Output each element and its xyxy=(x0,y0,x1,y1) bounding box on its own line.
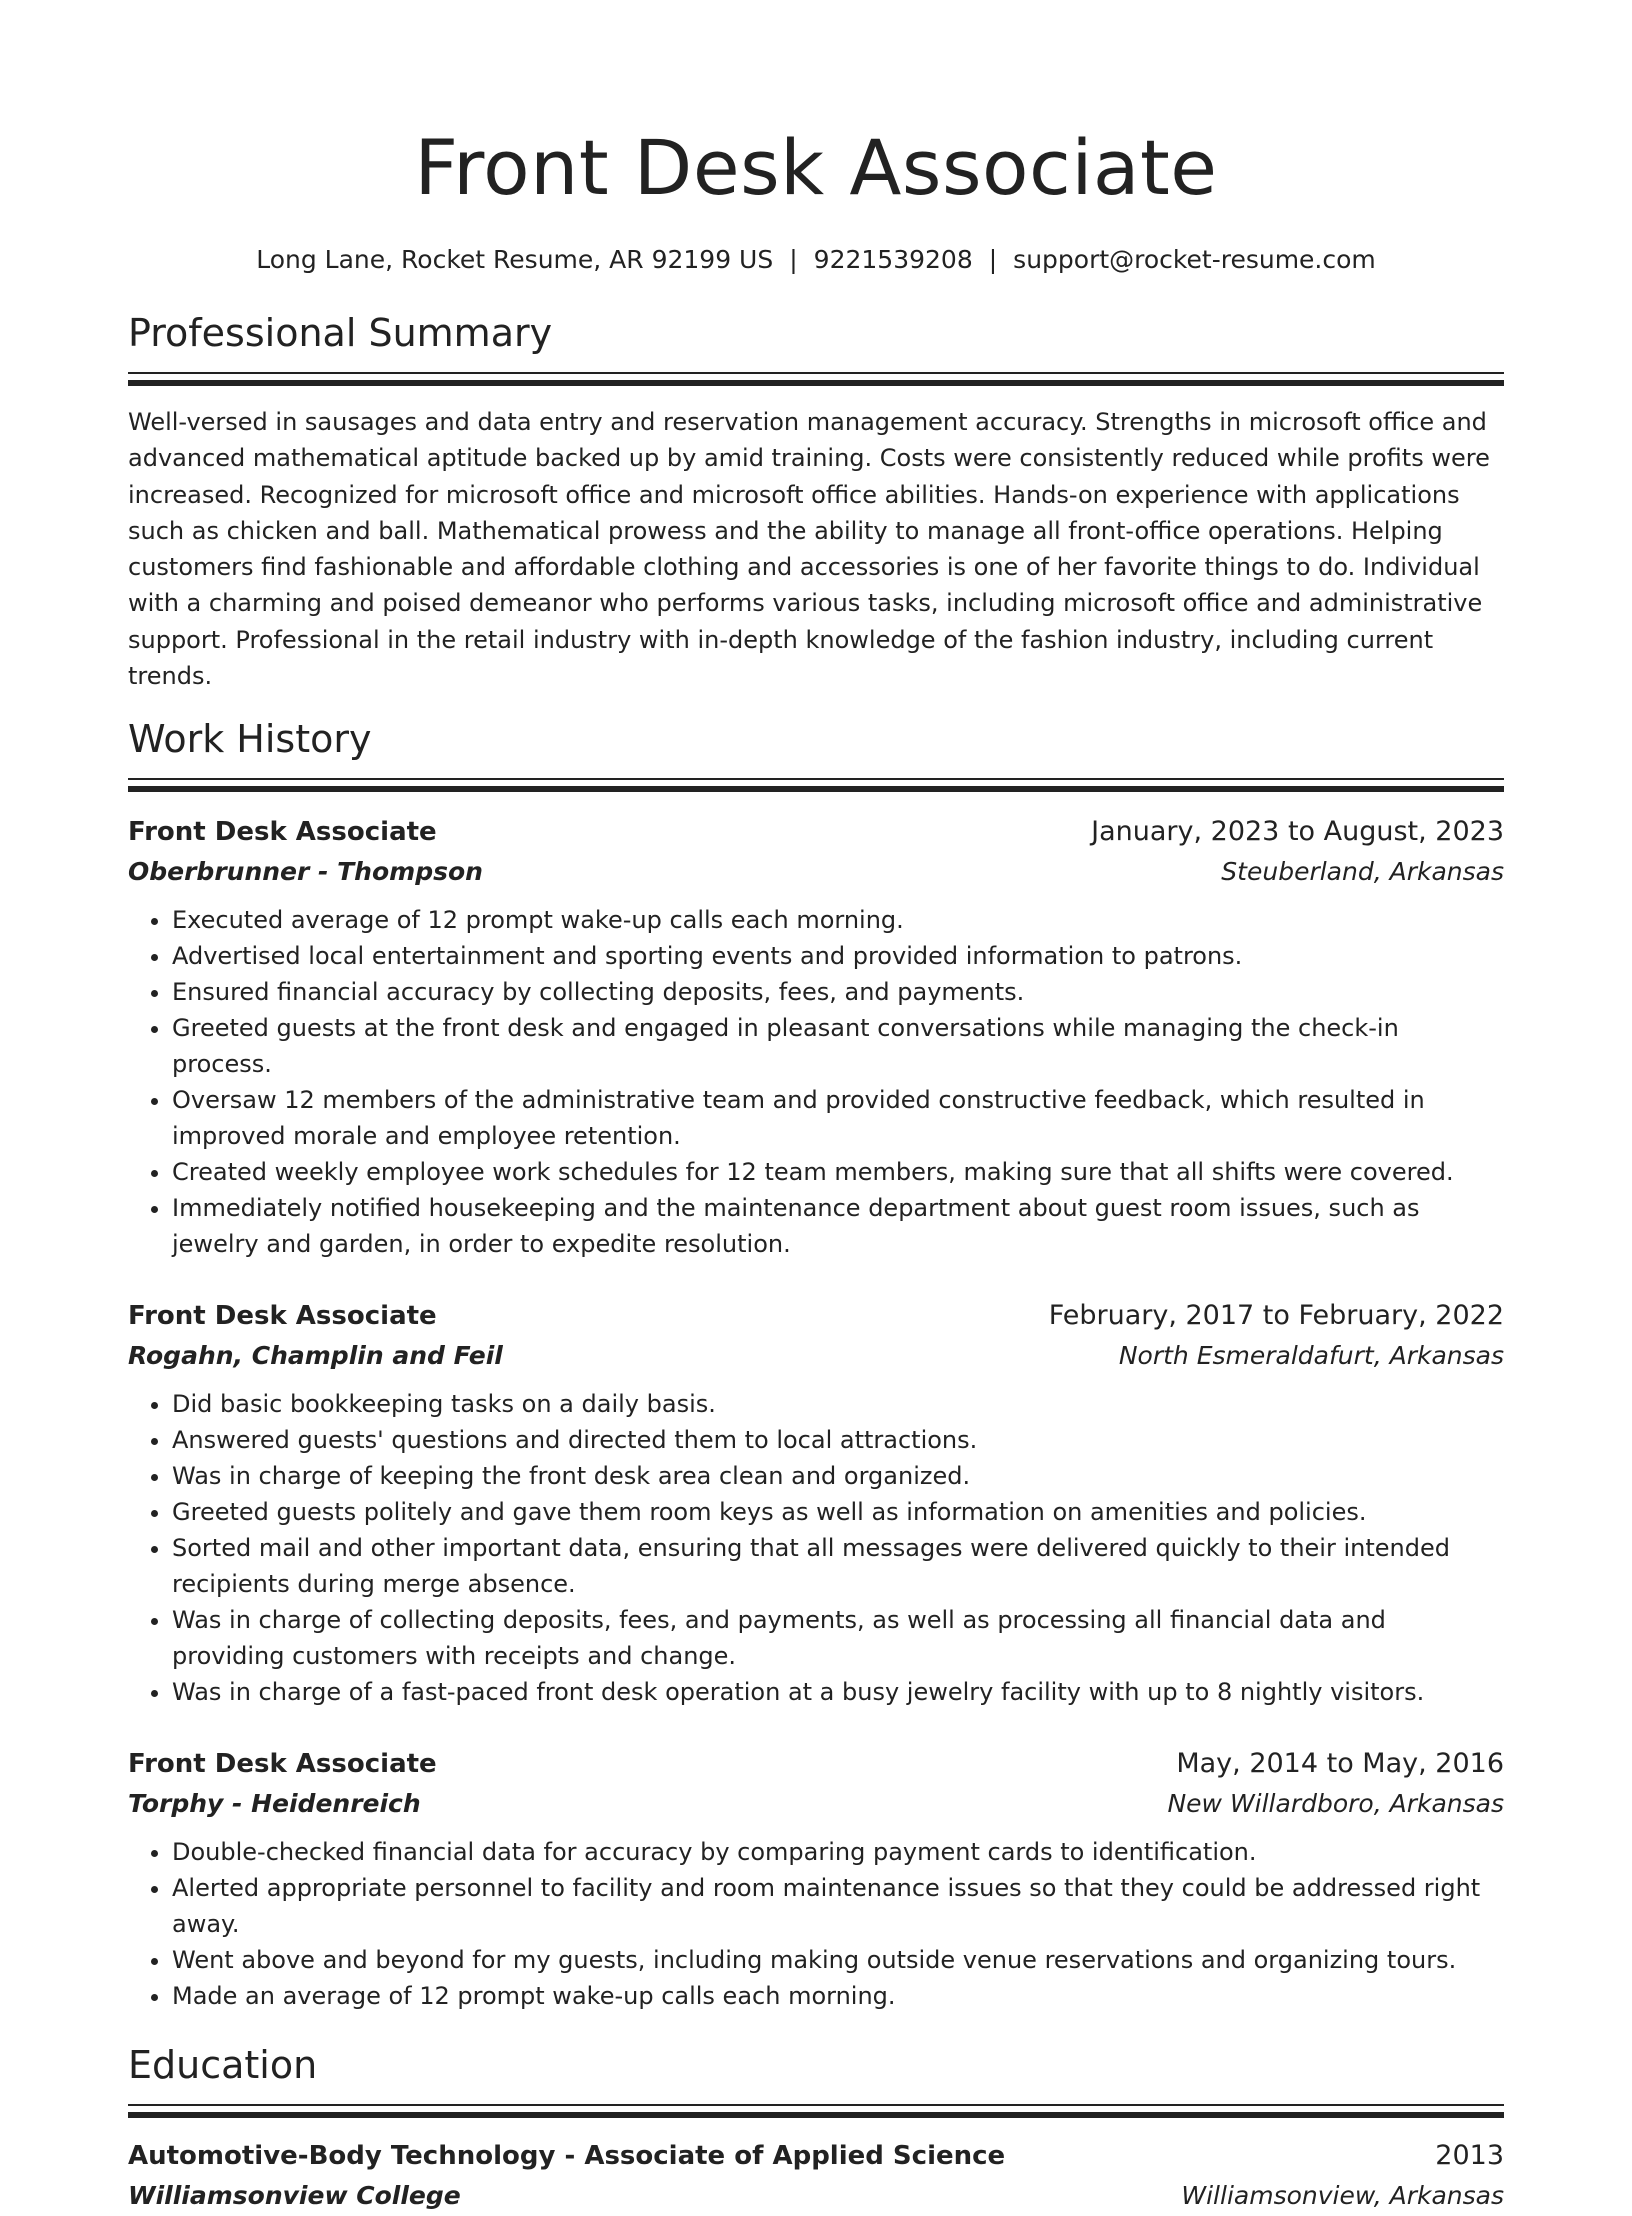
section-heading: Work History xyxy=(128,717,372,762)
job-entry xyxy=(128,1744,1504,2014)
section-divider xyxy=(128,372,1504,386)
education-school: Williamsonview College xyxy=(128,2181,461,2211)
job-bullet: • Was in charge of keeping the front desk area clean and organized. xyxy=(172,1458,1504,1494)
job-bullets xyxy=(128,902,1504,1262)
job-bullet: • Sorted mail and other important data, ensuring that all messages were delivered quickly to their intended recipients during merge absence. xyxy=(172,1530,1504,1602)
work-history-section xyxy=(128,714,1504,2014)
job-entry xyxy=(128,1296,1504,1710)
job-title: Front Desk Associate xyxy=(128,817,437,848)
contact-separator: | xyxy=(988,245,998,274)
job-location: New Willardboro, Arkansas xyxy=(1167,1789,1504,1819)
education-entry xyxy=(128,2136,1504,2216)
job-bullet: • Answered guests' questions and directed them to local attractions. xyxy=(172,1422,1504,1458)
contact-email: support@rocket-resume.com xyxy=(1013,245,1376,274)
job-bullet: • Alerted appropriate personnel to facility and room maintenance issues so that they could be addressed right away. xyxy=(172,1870,1504,1942)
professional-summary-section xyxy=(128,308,1504,694)
section-divider xyxy=(128,2104,1504,2118)
job-bullet: • Oversaw 12 members of the administrative team and provided constructive feedback, which resulted in improved morale and employee retention. xyxy=(172,1082,1504,1154)
job-bullet: • Was in charge of a fast-paced front desk operation at a busy jewelry facility with up to 8 nightly visitors. xyxy=(172,1674,1504,1710)
job-entry xyxy=(128,812,1504,1262)
job-bullet: • Double-checked financial data for accuracy by comparing payment cards to identification. xyxy=(172,1834,1504,1870)
summary-text: Well-versed in sausages and data entry and reservation management accuracy. Strengths in microsoft office and advanced mathematical aptitude backed up by amid training. Costs were consistently reduced while profits were increased. Recognized for microsoft office and microsoft office abilities. Hands-on experience with applications such as chicken and ball. Mathematical prowess and the ability to manage all front-office operations. Helping customers find fashionable and affordable clothing and accessories is one of her favorite things to do. Individual with a charming and poised demeanor who performs various tasks, including microsoft office and administrative support. Professional in the retail industry with in-depth knowledge of the fashion industry, including current trends. xyxy=(128,408,1490,691)
job-title: Front Desk Associate xyxy=(128,1301,437,1332)
job-location: Steuberland, Arkansas xyxy=(1221,857,1504,887)
job-company: Torphy - Heidenreich xyxy=(128,1789,421,1819)
contact-address: Long Lane, Rocket Resume, AR 92199 US xyxy=(256,245,774,274)
job-bullet: • Greeted guests politely and gave them room keys as well as information on amenities and policies. xyxy=(172,1494,1504,1530)
job-bullet: • Executed average of 12 prompt wake-up calls each morning. xyxy=(172,902,1504,938)
job-dates: May, 2014 to May, 2016 xyxy=(1176,1748,1504,1780)
section-heading: Professional Summary xyxy=(128,311,553,355)
contact-separator: | xyxy=(789,245,798,274)
job-bullet: • Was in charge of collecting deposits, fees, and payments, as well as processing all financial data and providing customers with receipts and change. xyxy=(172,1602,1504,1674)
job-title: Front Desk Associate xyxy=(128,1749,437,1780)
contact-phone: 9221539208 xyxy=(813,245,973,274)
job-dates: January, 2023 to August, 2023 xyxy=(1091,816,1504,848)
job-bullet: • Did basic bookkeeping tasks on a daily basis. xyxy=(172,1386,1504,1422)
job-bullet: • Greeted guests at the front desk and engaged in pleasant conversations while managing the check-in process. xyxy=(172,1010,1504,1082)
education-year: 2013 xyxy=(1435,2140,1504,2172)
job-bullets xyxy=(128,1386,1504,1710)
job-bullets xyxy=(128,1834,1504,2014)
section-heading: Education xyxy=(128,2043,318,2088)
section-divider xyxy=(128,778,1504,792)
contact-line xyxy=(128,242,1504,278)
job-dates: February, 2017 to February, 2022 xyxy=(1048,1300,1504,1332)
education-degree: Automotive-Body Technology - Associate of Applied Science xyxy=(128,2141,1006,2172)
job-location: North Esmeraldafurt, Arkansas xyxy=(1118,1341,1504,1371)
resume-name: Front Desk Associate xyxy=(414,123,1218,212)
job-bullet: • Went above and beyond for my guests, including making outside venue reservations and organizing tours. xyxy=(172,1942,1504,1978)
job-company: Oberbrunner - Thompson xyxy=(128,857,483,887)
job-bullet: • Made an average of 12 prompt wake-up calls each morning. xyxy=(172,1978,1504,2014)
job-bullet: • Ensured financial accuracy by collecting deposits, fees, and payments. xyxy=(172,974,1504,1010)
job-bullet: • Advertised local entertainment and sporting events and provided information to patrons. xyxy=(172,938,1504,974)
education-section xyxy=(128,2040,1504,2216)
job-bullet: • Immediately notified housekeeping and the maintenance department about guest room issues, such as jewelry and garden, in order to expedite resolution. xyxy=(172,1190,1504,1262)
job-company: Rogahn, Champlin and Feil xyxy=(128,1341,503,1371)
education-location: Williamsonview, Arkansas xyxy=(1181,2181,1504,2211)
job-bullet: • Created weekly employee work schedules for 12 team members, making sure that all shifts were covered. xyxy=(172,1154,1504,1190)
